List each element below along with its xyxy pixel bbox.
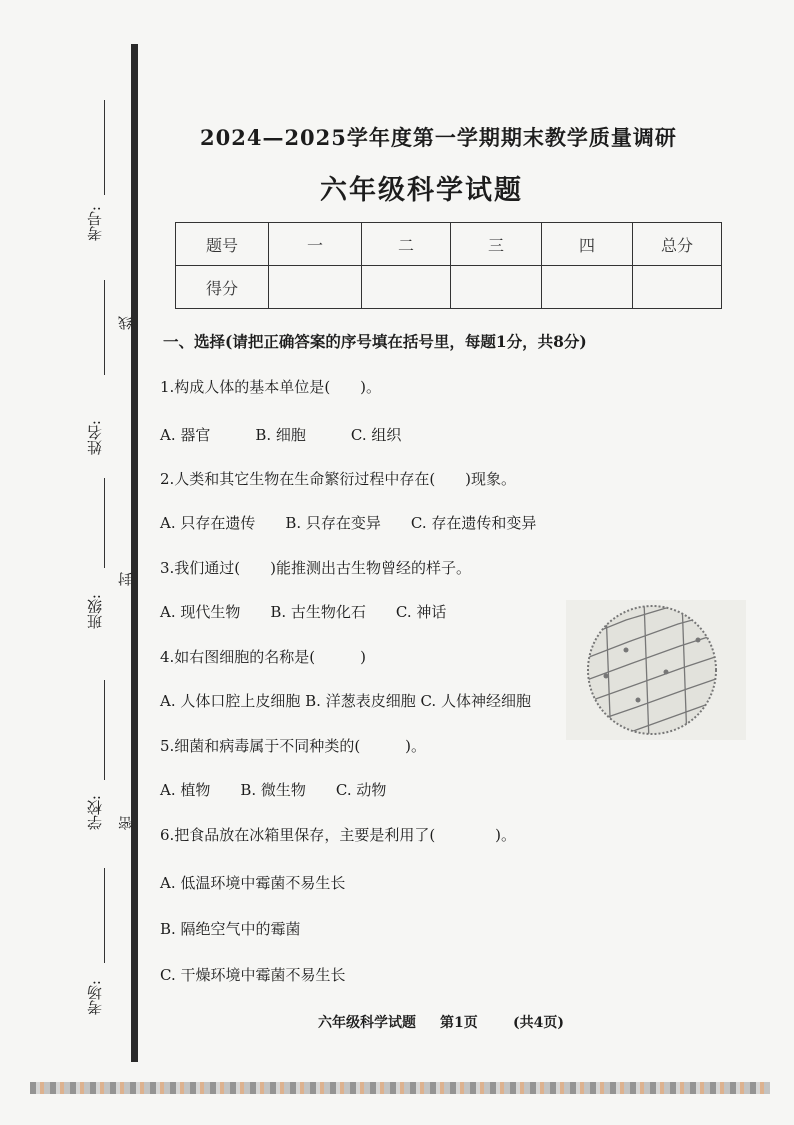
class-label: 班级:: [86, 594, 104, 630]
cell-diagram-icon: [566, 600, 746, 740]
question-2-options: A. 只存在遗传 B. 只存在变异 C. 存在遗传和变异: [160, 514, 537, 532]
question-4-options: A. 人体口腔上皮细胞 B. 洋葱表皮细胞 C. 人体神经细胞: [160, 692, 531, 710]
score-input-cell[interactable]: [269, 266, 362, 309]
exam-title: 2024—2025学年度第一学期期末教学质量调研: [200, 125, 677, 150]
footer-total: (共4页): [513, 1015, 564, 1031]
table-cell: 得分: [176, 266, 269, 309]
question-5-options: A. 植物 B. 微生物 C. 动物: [160, 781, 387, 799]
exam-number-line: [104, 100, 105, 195]
question-6-option-b: B. 隔绝空气中的霉菌: [160, 920, 301, 938]
score-table: [175, 222, 722, 309]
question-4: 4.如右图细胞的名称是( ): [160, 648, 367, 666]
footer-name: 六年级科学试题: [318, 1015, 416, 1031]
seal-mark: 封: [118, 572, 134, 586]
score-table-header-row: [176, 223, 722, 266]
school-label: 学校:: [86, 795, 104, 831]
question-1-options: A. 器官 B. 细胞 C. 组织: [160, 426, 402, 444]
score-input-cell[interactable]: [362, 266, 451, 309]
cell-figure: [566, 600, 746, 740]
table-cell: 题号: [176, 223, 269, 266]
question-6: 6.把食品放在冰箱里保存，主要是利用了( )。: [160, 826, 517, 844]
question-2: 2.人类和其它生物在生命繁衍过程中存在( )现象。: [160, 470, 517, 488]
exam-room-line: [104, 868, 105, 963]
table-cell: 四: [542, 223, 633, 266]
section-heading: 一、选择(请把正确答案的序号填在括号里，每题1分，共8分): [163, 332, 587, 351]
table-cell: 总分: [633, 223, 722, 266]
torn-edge: [30, 1082, 770, 1094]
table-cell: 一: [269, 223, 362, 266]
question-3: 3.我们通过( )能推测出古生物曾经的样子。: [160, 559, 472, 577]
table-cell: 二: [362, 223, 451, 266]
question-1: 1.构成人体的基本单位是( )。: [160, 378, 382, 396]
footer-page: 第1页: [440, 1015, 478, 1031]
exam-subtitle: 六年级科学试题: [320, 175, 523, 206]
binding-bar: [131, 44, 138, 1062]
question-6-option-a: A. 低温环境中霉菌不易生长: [160, 874, 346, 892]
secret-mark: 密: [118, 816, 134, 830]
name-line: [104, 280, 105, 375]
exam-number-label: 考号:: [86, 206, 104, 242]
question-5: 5.细菌和病毒属于不同种类的( )。: [160, 737, 427, 755]
score-table-score-row: [176, 266, 722, 309]
score-input-cell[interactable]: [633, 266, 722, 309]
question-3-options: A. 现代生物 B. 古生物化石 C. 神话: [160, 603, 447, 621]
score-input-cell[interactable]: [451, 266, 542, 309]
school-line: [104, 680, 105, 780]
line-mark: 线: [118, 316, 134, 330]
exam-room-label: 考场:: [86, 980, 104, 1016]
score-input-cell[interactable]: [542, 266, 633, 309]
name-label: 姓名:: [86, 420, 104, 456]
class-line: [104, 478, 105, 568]
table-cell: 三: [451, 223, 542, 266]
question-6-option-c: C. 干燥环境中霉菌不易生长: [160, 966, 346, 984]
